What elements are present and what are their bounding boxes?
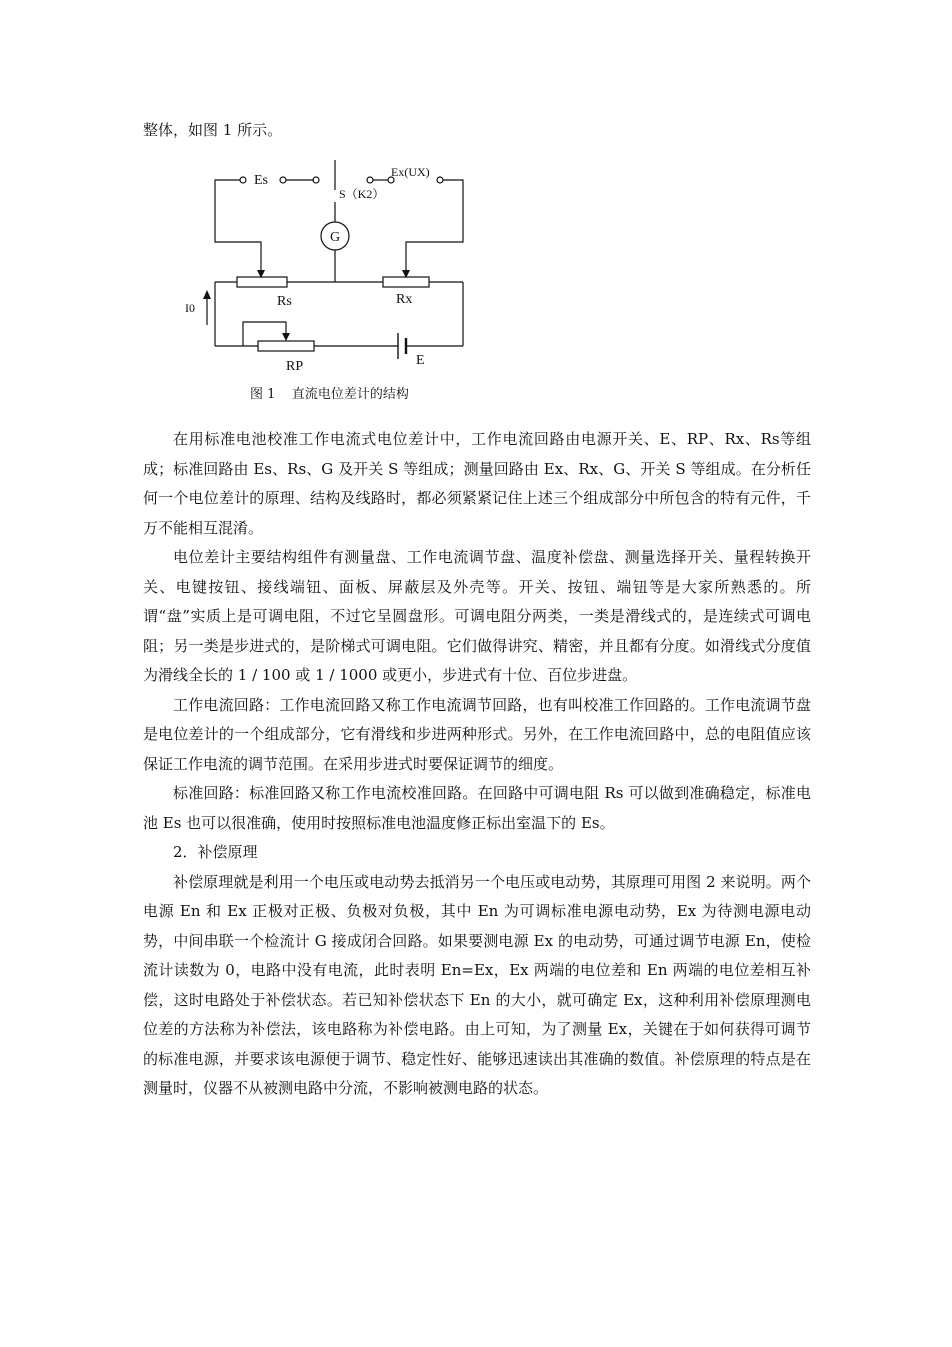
paragraph: 电位差计主要结构组件有测量盘、工作电流调节盘、温度补偿盘、测量选择开关、量程转换开关、电键按钮、接线端钮、面板、屏蔽层及外壳等。开关、按钮、端钮等是大家所熟悉的。所谓“盘”实质上是可调电阻，不过它呈圆盘形。可调电阻分两类，一类是滑线式的，是连续式可调电阻；另一类是步进式的，是阶梯式可调电阻。它们做得讲究、精密，并且都有分度。如滑线式分度值为滑线全长的 1 / 100 或 1 / 1000 或更小，步进式有十位、百位步进盘。 — [143, 548, 811, 684]
label-rp: RP — [286, 359, 304, 374]
resistor-rs — [237, 277, 287, 287]
body-text — [143, 425, 811, 1104]
label-rs: Rs — [277, 294, 292, 309]
figure-caption: 图 1 直流电位差计的结构 — [250, 387, 409, 402]
paragraph: 补偿原理就是利用一个电压或电动势去抵消另一个电压或电动势，其原理可用图 2 来说明。两个电源 En 和 Ex 正极对正极、负极对负极，其中 En 为可调标准电源电动势，Ex 为待测电源电动势，中间串联一个检流计 G 接成闭合回路。如果要测电源 Ex 的电动势，可通过调节电源 En，使检流计读数为 0，电路中没有电流，此时表明 En=Ex，Ex 两端的电位差和 En 两端的电位差相互补偿，这时电路处于补偿状态。若已知补偿状态下 En 的大小，就可确定 Ex，这种利用补偿原理测电位差的方法称为补偿法，该电路称为补偿电路。由上可知，为了测量 Ex，关键在于如何获得可调节的标准电源，并要求该电源便于调节、稳定性好、能够迅速读出其准确的数值。补偿原理的特点是在测量时，仪器不从被测电路中分流，不影响被测电路的状态。 — [143, 872, 811, 1097]
section-heading: 2．补偿原理 — [173, 843, 258, 861]
label-g: G — [330, 230, 341, 245]
circuit-svg — [180, 160, 480, 380]
paragraph: 标准回路：标准回路又称工作电流校准回路。在回路中可调电阻 Rs 可以做到准确稳定，标准电池 Es 也可以很准确，使用时按照标准电池温度修正标出室温下的 Es。 — [143, 784, 811, 832]
es-terminal-right — [280, 177, 286, 183]
switch-right-contact — [367, 177, 373, 183]
wire-rp-wiper — [243, 322, 286, 346]
wire-ex-to-rx — [406, 180, 463, 270]
circuit-diagram — [180, 160, 480, 380]
intro-text: 整体，如图 1 所示。 — [143, 121, 283, 139]
wire-es-to-rs — [215, 180, 261, 270]
paragraph: 在用标准电池校准工作电流式电位差计中，工作电流回路由电源开关、E、RP、Rx、Rs等组成；标准回路由 Es、Rs、G 及开关 S 等组成；测量回路由 Ex、Rx、G、开关 S 等组成。在分析任何一个电位差计的原理、结构及线路时，都必须紧紧记住上述三个组成部分中所包含的特有元件，千万不能相互混淆。 — [143, 430, 811, 537]
label-es: Es — [254, 173, 268, 188]
ex-terminal-right — [437, 177, 443, 183]
label-e: E — [416, 353, 425, 368]
rp-wiper-arrow — [282, 333, 290, 341]
resistor-rp — [258, 341, 314, 351]
label-i0: I0 — [185, 301, 195, 315]
paragraph: 工作电流回路：工作电流回路又称工作电流调节回路，也有叫校准工作回路的。工作电流调节盘是电位差计的一个组成部分，它有滑线和步进两种形式。另外，在工作电流回路中，总的电阻值应该保证工作电流的调节范围。在采用步进式时要保证调节的细度。 — [143, 695, 811, 773]
label-s-k2: S（K2） — [339, 187, 385, 201]
resistor-rx — [383, 277, 429, 287]
current-arrow-head — [203, 290, 211, 299]
es-terminal-left — [240, 177, 246, 183]
label-rx: Rx — [396, 292, 413, 307]
label-ex: Ex(UX) — [391, 165, 430, 179]
